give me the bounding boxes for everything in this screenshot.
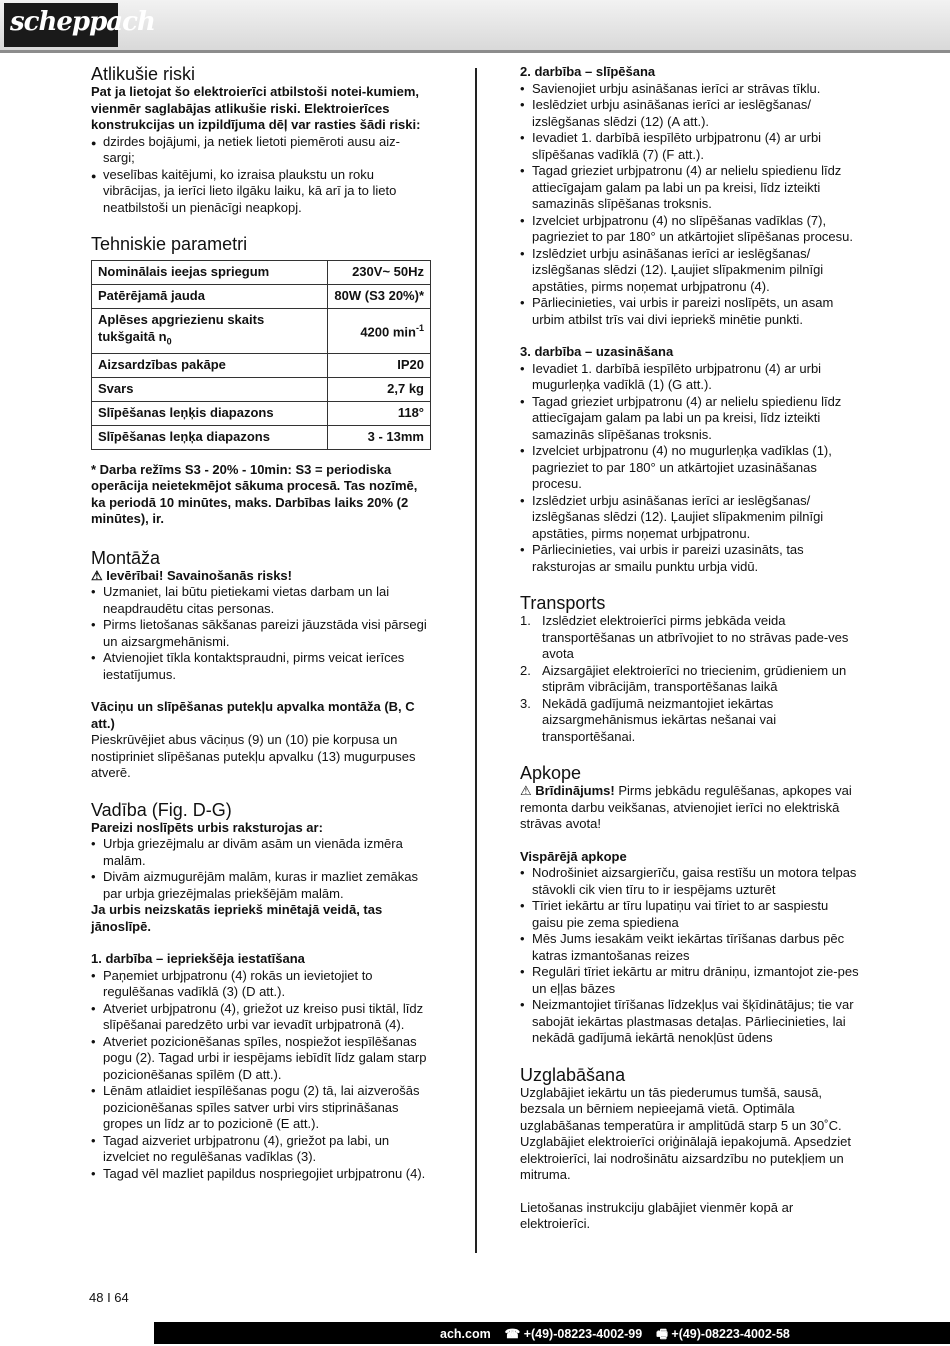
- step3-title: 3. darbība – uzasināšana: [520, 344, 674, 359]
- param-value: 2,7 kg: [328, 377, 431, 401]
- list-item: • Tagad aizveriet urbjpatronu (4), griežot pa labi, un izvelciet no regulēšanas vadīklas (3).: [91, 1133, 431, 1166]
- page-number: 48 I 64: [89, 1290, 129, 1305]
- footer-contact: [440, 1325, 790, 1346]
- step2-title: 2. darbība – slīpēšana: [520, 64, 656, 79]
- duty-cycle-note: * Darba režīms S3 - 20% - 10min: S3 = periodiska operācija neietekmējot sākuma procesā. Tas nozīmē, ka periodā 10 minūtes, maks. Darbības laiks 20% (2 minūtes), ir.: [91, 461, 418, 527]
- param-label: Aizsardzības pakāpe: [92, 353, 328, 377]
- list-item: ● veselības kaitējumi, ko izraisa plaukstu un roku vibrācijas, ja ierīci lieto ilgāku laiku, kā arī ja to lieto neatbilstoši un pienācīgi neapkopj.: [91, 167, 431, 217]
- maintenance-warning: ⚠ Brīdinājums! Pirms jebkādu regulēšanas, apkopes vai remonta darbu veikšanas, atvienojiet ierīci no elektriskā strāvas avota!: [520, 783, 852, 831]
- residual-risks-title: Atlikušie riski: [91, 64, 196, 84]
- list-item: 3. Nekādā gadījumā neizmantojiet iekārtas aizsargmehānismus iekārtas nešanai vai transportēšanai.: [520, 696, 860, 746]
- step1-list: [91, 968, 431, 1183]
- list-item: • Nodrošiniet aizsargierīču, gaisa restīšu un motora telpas stāvokli cik vien tīru to ir iespējams uzturēt: [520, 865, 860, 898]
- param-label: Nominālais ieejas spriegum: [92, 261, 328, 285]
- list-item: • Atveriet urbjpatronu (4), griežot uz kreiso pusi tiktāl, līdz slīpēšanai paredzēto urbi var ievadīt urbjpatronā (4).: [91, 1001, 431, 1034]
- list-item: • Paņemiet urbjpatronu (4) rokās un ievietojiet to regulēšanas vadīklā (3) (D att.).: [91, 968, 431, 1001]
- list-item: • Pārliecinieties, vai urbis ir pareizi noslīpēts, un asam urbim atbilst trīs vai divi iepriekš minētie punkti.: [520, 295, 860, 328]
- list-item: ● dzirdes bojājumi, ja netiek lietoti piemēroti ausu aiz-sargi;: [91, 134, 431, 167]
- list-item: • Uzmaniet, lai būtu pietiekami vietas darbam un lai neapdraudētu citas personas.: [91, 584, 431, 617]
- list-item: • Tīriet iekārtu ar tīru lupatiņu vai tīriet to ar saspiestu gaisu pie zema spiediena: [520, 898, 860, 931]
- table-row: [92, 377, 431, 401]
- list-item: • Atvienojiet tīkla kontaktspraudni, pirms veicat ierīces iestatījumus.: [91, 650, 431, 683]
- step2-list: [520, 81, 860, 329]
- left-column: [91, 64, 431, 1182]
- list-item: • Neizmantojiet tīrīšanas līdzekļus vai šķīdinātājus; tie var sabojāt iekārtas plastmasas detaļas. Pārliecinieties, lai nekādā gadījumā iekārtā nenokļūst ūdens: [520, 997, 860, 1047]
- table-row: [92, 261, 431, 285]
- residual-risks-intro: Pat ja lietojat šo elektroierīci atbilstoši notei-kumiem, vienmēr saglabājas atlikušie riski. Elektroierīces konstrukcijas un izpildījuma dēļ var rasties šādi riski:: [91, 84, 421, 132]
- list-item: 2. Aizsargājiet elektroierīci no triecienim, grūdieniem un stiprām vibrācijām, transportēšanas laikā: [520, 663, 860, 696]
- step3-list: [520, 361, 860, 576]
- list-item: • Pārliecinieties, vai urbis ir pareizi uzasināts, tas raksturojas ar smailu punktu urbja vidū.: [520, 542, 860, 575]
- list-item: 1. Izslēdziet elektroierīci pirms jebkāda veida transportēšanas un atbrīvojiet to no strāvas pade-ves avota: [520, 613, 860, 663]
- table-row: [92, 401, 431, 425]
- fax-icon: 🖷: [656, 1327, 668, 1341]
- tech-params-title: Tehniskie parametri: [91, 234, 248, 254]
- list-item: • Ievadiet 1. darbībā iespīlēto urbjpatronu (4) ar urbi slīpēšanas vadīklā (7) (F att.).: [520, 130, 860, 163]
- residual-risks-list: [91, 134, 431, 217]
- transport-list: [520, 613, 860, 745]
- logo-text: scheppach: [10, 7, 155, 37]
- param-value: IP20: [328, 353, 431, 377]
- list-item: • Pirms lietošanas sākšanas pareizi jāuzstāda visi pārsegi un aizsargmehānismi.: [91, 617, 431, 650]
- footer-website[interactable]: ach.com: [440, 1327, 491, 1341]
- assembly-title: Montāža: [91, 547, 161, 568]
- param-value: 118°: [328, 401, 431, 425]
- param-label: Svars: [92, 377, 328, 401]
- param-value: 3 - 13mm: [328, 425, 431, 449]
- param-label: Slīpēšanas leņķis diapazons: [92, 401, 328, 425]
- param-value: 4200 $\min^{-1}$: [328, 309, 431, 354]
- operation-intro: Pareizi noslīpēts urbis raksturojas ar:: [91, 819, 323, 835]
- general-maintenance-title: Vispārējā apkope: [520, 848, 627, 864]
- list-item: • Divām aizmugurējām malām, kuras ir mazliet zemākas par urbja griezējmalas priekšējām malām.: [91, 869, 431, 902]
- list-item: • Izslēdziet urbju asināšanas ierīci ar ieslēgšanas/ izslēgšanas slēdzi (12). Ļaujiet slīpakmenim pilnīgi apstāties, pirms noņemat urbjpatronu (4).: [520, 246, 860, 296]
- warning-triangle-icon: ⚠: [91, 567, 103, 583]
- list-item: • Ievadiet 1. darbībā iespīlēto urbjpatronu (4) ar urbi mugurleņķa vadīklā (1) (G att.).: [520, 361, 860, 394]
- table-row: [92, 285, 431, 309]
- list-item: • Mēs Jums iesakām veikt iekārtas tīrīšanas darbus pēc katras izmantošanas reizes: [520, 931, 860, 964]
- footer-phone: +(49)-08223-4002-99: [523, 1327, 643, 1341]
- list-item: • Regulāri tīriet iekārtu ar mitru drāniņu, izmantojot zie-pes un eļļas bāzes: [520, 964, 860, 997]
- list-item: • Urbja griezējmalu ar divām asām un vienāda izmēra malām.: [91, 836, 431, 869]
- footer-fax: +(49)-08223-4002-58: [671, 1327, 790, 1341]
- operation-note: Ja urbis neizskatās iepriekš minētajā veidā, tas jānoslīpē.: [91, 902, 383, 934]
- step1-title: 1. darbība – iepriekšēja iestatīšana: [91, 951, 305, 967]
- assembly-warning: ⚠ Ievērībai! Savainošanās risks!: [91, 567, 292, 583]
- footer-bar: [0, 1322, 950, 1344]
- right-column: [520, 64, 860, 1233]
- param-label: Slīpēšanas leņķa diapazons: [92, 425, 328, 449]
- list-item: • Tagad grieziet urbjpatronu (4) ar nelielu spiedienu līdz attiecīgajam galam pa labi un pa kreisi, līdz izteikti samazinās slīpēšanas troksnis.: [520, 394, 860, 444]
- list-item: • Izvelciet urbjpatronu (4) no slīpēšanas vadīklas (7), pagrieziet to par 180° un atkārtojiet slīpēšanas procesu.: [520, 213, 860, 246]
- transport-title: Transports: [520, 593, 606, 613]
- list-item: • Atveriet pozicionēšanas spīles, nospiežot iespīlēšanas pogu (2). Tagad urbi ir iespējams iebīdīt līdz galam starp pozicionēšanas spīlēm (D att.).: [91, 1034, 431, 1084]
- table-row: [92, 353, 431, 377]
- list-item: • Izvelciet urbjpatronu (4) no mugurleņķa vadīklas (1), pagrieziet to par 180° un atkārtojiet uzasināšanas procesu.: [520, 443, 860, 493]
- param-value: 230V~ 50Hz: [328, 261, 431, 285]
- operation-title: Vadība (Fig. D-G): [91, 799, 232, 820]
- table-row: [92, 425, 431, 449]
- phone-icon: ☎: [504, 1327, 521, 1341]
- list-item: • Lēnām atlaidiet iespīlēšanas pogu (2) tā, lai aizverošās pozicionēšanas spīles satver urbi virs stiprināšanas gropes un līdz ar to pozicionē (E att.).: [91, 1083, 431, 1133]
- cap-mount-title: Vāciņu un slīpēšanas putekļu apvalka montāža (B, C att.): [91, 699, 415, 731]
- column-divider: [475, 68, 477, 1253]
- list-item: • Tagad grieziet urbjpatronu (4) ar nelielu spiedienu līdz attiecīgajam galam pa labi un pa kreisi, līdz izteikti samazinās slīpēšanas troksnis.: [520, 163, 860, 213]
- header-bar: [0, 0, 950, 53]
- maintenance-title: Apkope: [520, 763, 582, 783]
- assembly-list: [91, 584, 431, 683]
- list-item: • Ieslēdziet urbju asināšanas ierīci ar ieslēgšanas/ izslēgšanas slēdzi (12) (A att.).: [520, 97, 860, 130]
- operation-list: [91, 836, 431, 902]
- storage-title: Uzglabāšana: [520, 1064, 626, 1085]
- storage-text: Uzglabājiet iekārtu un tās piederumus tumšā, sausā, bezsala un bērniem nepieejamā vietā. Optimāla uzglabāšanas temperatūra ir amplitūdā starp 5 un 30˚C. Uzglabājiet elektroierīci oriģinālajā iepakojumā. Apsedziet elektroierīci, lai nodrošinātu aizsardzību no putekļiem un mitruma.: [520, 1084, 851, 1182]
- brand-logo: [4, 3, 155, 47]
- cap-mount-text: Pieskrūvējiet abus vāciņus (9) un (10) pie korpusa un nostipriniet slīpēšanas putekļu apvalku (13) mugurpuses atverē.: [91, 732, 416, 781]
- tech-params-table: [91, 260, 431, 450]
- storage-note: Lietošanas instrukciju glabājiet vienmēr kopā ar elektroierīci.: [520, 1199, 794, 1231]
- param-value: 80W (S3 20%)*: [328, 285, 431, 309]
- list-item: • Izslēdziet urbju asināšanas ierīci ar ieslēgšanas/ izslēgšanas slēdzi (12). Ļaujiet slīpakmenim pilnīgi apstāties, pirms noņemat urbjpatronu.: [520, 493, 860, 543]
- table-row: [92, 309, 431, 354]
- general-maintenance-list: [520, 865, 860, 1047]
- warning-triangle-icon: ⚠: [520, 783, 532, 798]
- param-label: Aplēses apgriezienu skaits tukšgaitā $n_0$: [92, 309, 328, 354]
- list-item: • Tagad vēl mazliet papildus nospriegojiet urbjpatronu (4).: [91, 1166, 431, 1183]
- param-label: Patērējamā jauda: [92, 285, 328, 309]
- list-item: • Savienojiet urbju asināšanas ierīci ar strāvas tīklu.: [520, 81, 860, 98]
